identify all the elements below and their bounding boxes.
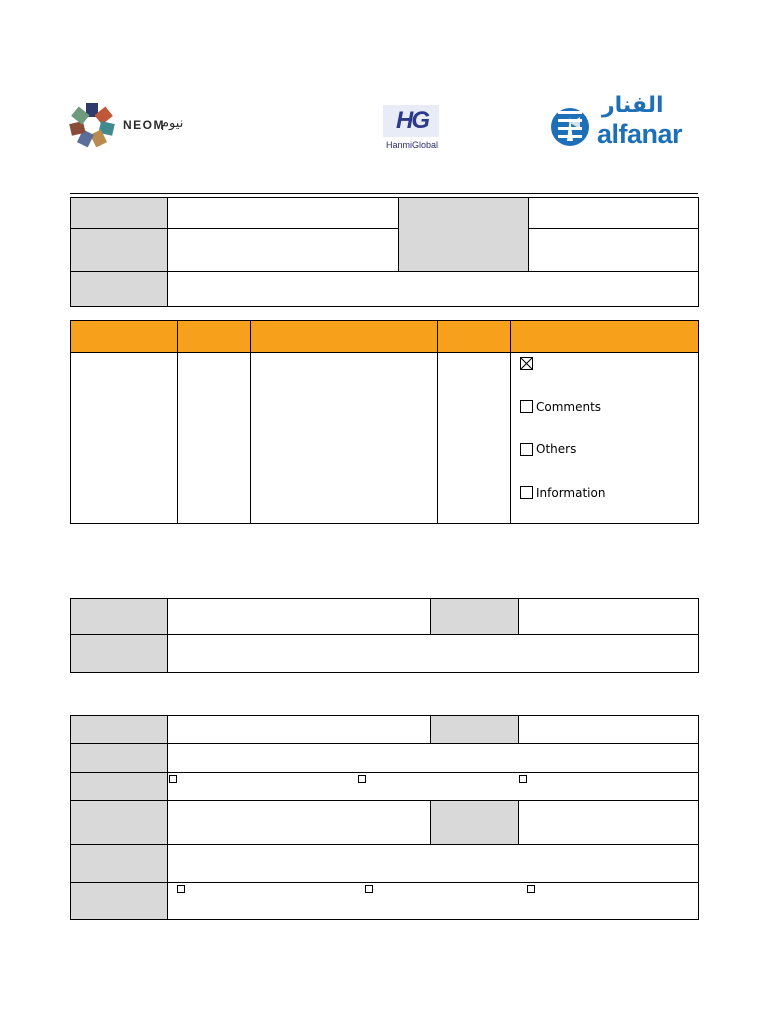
table-border: [70, 271, 699, 272]
receiver-label-cell-2: [430, 715, 519, 743]
sender-label-cell-2: [430, 598, 519, 634]
doc-label-cell-2: [70, 228, 167, 271]
table-border: [70, 352, 699, 353]
table-border: [430, 598, 431, 634]
receiver-value-cell-1[interactable]: [168, 716, 430, 743]
table-border: [70, 715, 699, 716]
doc-value-cell-4[interactable]: [528, 228, 698, 271]
table-border: [70, 598, 699, 599]
table-border: [528, 197, 529, 271]
receiver-label-cell-1: [70, 715, 167, 743]
hanmi-logo: [383, 105, 439, 157]
table-border: [167, 197, 168, 307]
table-border: [250, 320, 251, 524]
sender-label-cell-3: [70, 634, 167, 672]
alfanar-wordmark: alfanar: [597, 119, 683, 149]
receiver-label-cell-5: [70, 800, 167, 844]
table-border: [528, 228, 699, 229]
doc-value-cell-1[interactable]: [167, 197, 398, 228]
sender-value-cell-2[interactable]: [519, 599, 698, 634]
table-border: [70, 672, 699, 673]
table-border: [70, 919, 699, 920]
table-border: [510, 320, 511, 524]
table-border: [167, 715, 168, 920]
receiver-label-cell-4: [70, 772, 167, 800]
table-border: [430, 715, 431, 743]
option-checkbox[interactable]: [365, 885, 373, 893]
table-border: [70, 197, 71, 307]
table-border: [70, 743, 699, 744]
purpose-option-label: Comments: [536, 400, 602, 414]
hanmi-name: HanmiGlobal: [386, 140, 439, 150]
neom-wordmark: NEOM: [123, 118, 165, 132]
receiver-value-cell-3[interactable]: [168, 744, 698, 772]
table-border: [437, 320, 438, 524]
table-border: [70, 320, 699, 321]
table-border: [70, 320, 71, 524]
doc-value-cell-5[interactable]: [167, 271, 698, 306]
table-border: [698, 598, 699, 673]
table-border: [698, 197, 699, 307]
table-border: [177, 320, 178, 524]
table-border: [398, 197, 399, 271]
items-cell-3[interactable]: [251, 353, 437, 523]
option-checkbox[interactable]: [527, 885, 535, 893]
receiver-label-cell-6: [430, 800, 519, 844]
table-border: [70, 197, 699, 198]
table-border: [167, 598, 168, 673]
table-border: [698, 320, 699, 524]
option-checkbox[interactable]: [169, 775, 177, 783]
purpose-checkbox-checked[interactable]: [520, 357, 533, 370]
receiver-value-cell-2[interactable]: [519, 716, 698, 743]
hg-mark: HG: [396, 107, 428, 134]
doc-label-cell-3: [70, 271, 167, 306]
table-border: [518, 715, 519, 743]
alfanar-lighthouse-icon: [550, 97, 590, 153]
receiver-value-cell-5[interactable]: [168, 801, 430, 844]
doc-label-cell-4: [398, 197, 528, 271]
neom-logo: [68, 101, 193, 151]
checkbox-x-icon: [521, 358, 532, 369]
alfanar-logo: [550, 95, 685, 155]
header-rule: [70, 193, 698, 194]
items-cell-2[interactable]: [178, 353, 250, 523]
sender-label-cell-1: [70, 598, 167, 634]
table-border: [70, 800, 699, 801]
doc-value-cell-2[interactable]: [167, 228, 398, 271]
table-border: [70, 634, 699, 635]
receiver-label-cell-3: [70, 743, 167, 772]
table-border: [70, 228, 398, 229]
sender-value-cell-1[interactable]: [168, 599, 430, 634]
table-border: [70, 523, 699, 524]
purpose-checkbox-others[interactable]: [520, 443, 533, 456]
purpose-option-label: Others: [536, 442, 577, 456]
table-border: [70, 844, 699, 845]
table-border: [518, 598, 519, 634]
items-cell-1[interactable]: [71, 353, 177, 523]
receiver-value-cell-7[interactable]: [168, 845, 698, 882]
doc-value-cell-3[interactable]: [528, 197, 698, 228]
neom-arabic-wordmark: نيوم: [161, 116, 184, 131]
table-border: [698, 715, 699, 920]
table-border: [70, 306, 699, 307]
sender-value-cell-3[interactable]: [168, 635, 698, 672]
option-checkbox[interactable]: [519, 775, 527, 783]
purpose-checkbox-comments[interactable]: [520, 400, 533, 413]
table-border: [518, 800, 519, 844]
receiver-label-cell-8: [70, 882, 167, 919]
alfanar-arabic-wordmark: الفنار: [602, 93, 664, 118]
option-checkbox[interactable]: [177, 885, 185, 893]
purpose-option-label: Information: [536, 486, 606, 500]
items-cell-4[interactable]: [438, 353, 510, 523]
table-border: [430, 800, 431, 844]
table-border: [70, 598, 71, 673]
receiver-label-cell-7: [70, 844, 167, 882]
neom-emblem-icon: [68, 101, 116, 149]
table-border: [70, 882, 699, 883]
items-header-row: [70, 320, 698, 352]
receiver-value-cell-6[interactable]: [519, 801, 698, 844]
option-checkbox[interactable]: [358, 775, 366, 783]
table-border: [70, 772, 699, 773]
purpose-checkbox-information[interactable]: [520, 486, 533, 499]
doc-label-cell-1: [70, 197, 167, 228]
table-border: [70, 715, 71, 920]
